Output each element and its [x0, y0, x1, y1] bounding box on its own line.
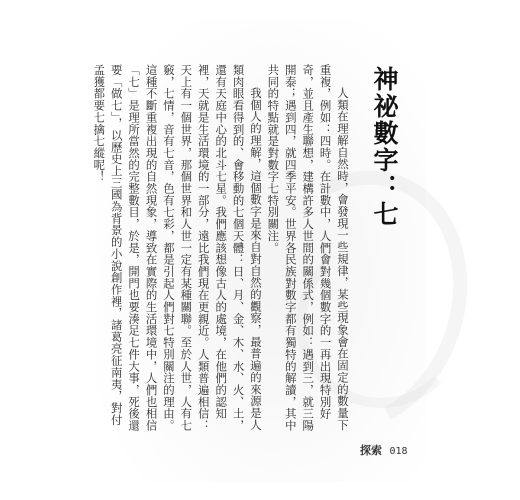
page-number: 018: [389, 446, 408, 457]
paragraph: 我個人的理解，這個數字是來自對自然的觀察，最普遍的來源是人類肉眼看得到的、會移動的七個天體：日、月、金、木、水、火、土，還有天庭中心的北斗七星。我們應該想像古人的處境，在他們的認知裡，天就是生活環境的一部分，遠比我們現在更親近。人類普遍相信：天上有一個世界，那個世界和人世一定有某種關聯。至於人世，人有七竅，七情，音有七音，色有七彩，都是引起人們對七特別關注的理由。這種不斷重複出現的自然現象，導致在實際的生活環境中，人們也相信「七」是理所當然的完整數目，於是，開門也要湊足七件大事，死後還要「做七」，以歷史上三國為背景的小說創作裡，諸葛亮征南夷，對付孟獲都要七擒七縱呢！: [92, 64, 263, 432]
page-footer: [360, 442, 408, 458]
paragraph: 人類在理解自然時，會發現一些規律，某些現象會在固定的數量下重複，例如：四時。在計數中，人們會對幾個數字的一再出現特別好奇，並且產生聯想，建構許多人世間的關係式，例如：遇到三，就三陽開泰；遇到四，就四季平安。世界各民族對數字都有獨特的解讀，其中共同的特點就是對數字七特別關注。: [266, 64, 350, 432]
chapter-title: 神祕數字：七: [370, 66, 399, 228]
body-text: [92, 64, 351, 434]
section-label: 探索: [360, 444, 382, 457]
